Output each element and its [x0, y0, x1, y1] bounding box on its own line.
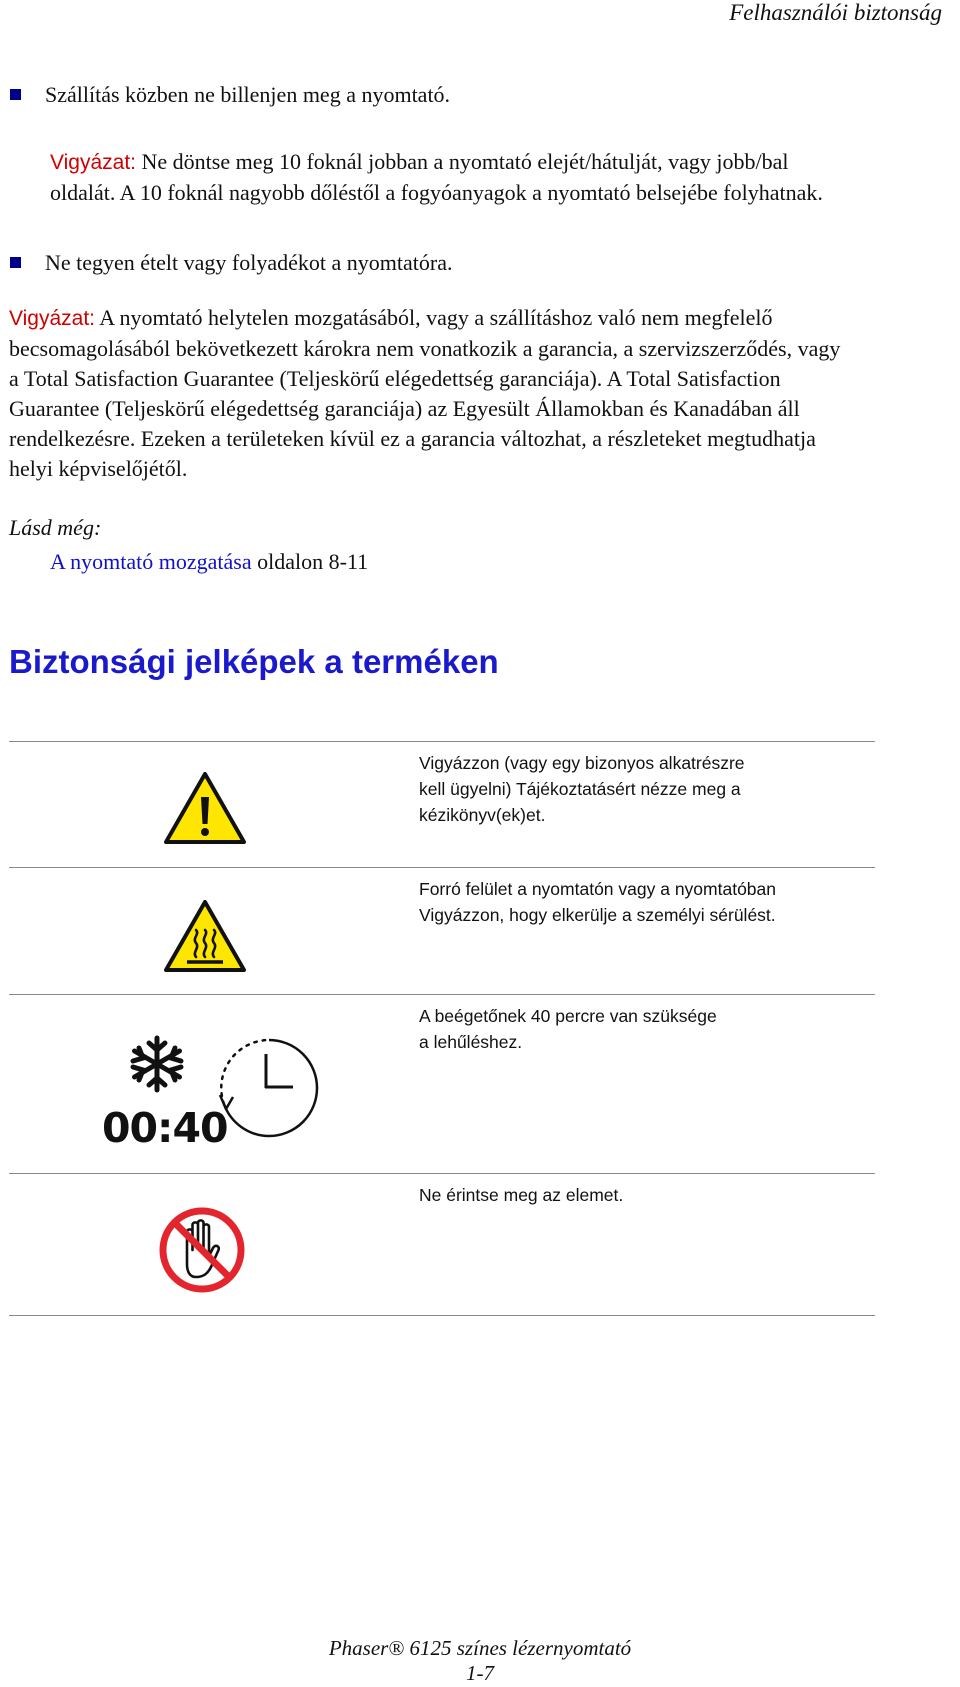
- caution-text-line: a Total Satisfaction Guarantee (Teljeskörű elégedettség garanciája). A Total Satisfaction: [9, 366, 781, 391]
- bullet-item: [10, 248, 452, 278]
- bullet-marker: [10, 89, 21, 100]
- footer-product: Phaser® 6125 színes lézernyomtató: [328, 1636, 632, 1660]
- table-rule: [9, 1315, 875, 1316]
- see-also-page: oldalon 8-11: [251, 549, 369, 574]
- caution-text-line: oldalát. A 10 foknál nagyobb dőléstől a fogyóanyagok a nyomtató belsejébe folyhatnak.: [50, 180, 823, 205]
- table-rule: [9, 1173, 875, 1174]
- table-rule: [9, 741, 875, 742]
- bullet-text: Ne tegyen ételt vagy folyadékot a nyomtatóra.: [45, 250, 453, 275]
- caution-text-line: Ne döntse meg 10 foknál jobban a nyomtató elejét/hátulját, vagy jobb/bal: [136, 149, 789, 174]
- table-rule: [9, 867, 875, 868]
- see-also-reference: [50, 547, 368, 577]
- cooling-clock-icon: [219, 1038, 319, 1138]
- bullet-marker: [10, 257, 21, 268]
- caution-label: Vigyázat:: [9, 307, 95, 330]
- caution-text-line: Guarantee (Teljeskörű elégedettség garanciája) az Egyesült Államokban és Kanadában áll: [9, 396, 800, 421]
- symbol-description: Ne érintse meg az elemet.: [419, 1185, 624, 1205]
- hot-surface-icon: [163, 899, 247, 973]
- caution-text-line: A nyomtató helytelen mozgatásából, vagy a szállításhoz való nem megfelelő: [95, 305, 773, 330]
- footer-page-number: 1-7: [466, 1661, 494, 1685]
- bullet-text: Szállítás közben ne billenjen meg a nyomtató.: [45, 82, 451, 107]
- caution-text-line: helyi képviselőjétől.: [9, 456, 188, 481]
- symbol-description: A beégetőnek 40 percre van szüksége a lehűléshez.: [419, 1006, 717, 1052]
- do-not-touch-icon: [158, 1206, 246, 1294]
- cooling-timer-readout: 00:40: [102, 1104, 228, 1152]
- bullet-item: [10, 80, 450, 110]
- caution-text-line: becsomagolásából bekövetkezett károkra nem vonatkozik a garancia, a szervizszerződés, vagy: [9, 336, 841, 361]
- caution-note-warranty: [9, 303, 840, 484]
- see-also-label: Lásd még:: [9, 515, 102, 540]
- section-title: Biztonsági jelképek a terméken: [9, 643, 499, 680]
- caution-text-line: rendelkezésre. Ezeken a területeken kívül ez a garancia változhat, a részleteket megtudhatja: [9, 426, 816, 451]
- table-rule: [9, 994, 875, 995]
- caution-note-tilt: [50, 147, 823, 208]
- page-header: Felhasználói biztonság: [729, 0, 942, 25]
- see-also-link[interactable]: A nyomtató mozgatása: [50, 549, 252, 574]
- caution-label: Vigyázat:: [50, 151, 136, 174]
- snowflake-icon: [127, 1034, 187, 1094]
- symbol-description: Vigyázzon (vagy egy bizonyos alkatrészre kell ügyelni) Tájékoztatásért nézze meg a kézikönyv(ek)et.: [419, 753, 745, 825]
- warning-exclamation-icon: [163, 771, 247, 845]
- symbol-description: Forró felület a nyomtatón vagy a nyomtatóban Vigyázzon, hogy elkerülje a személyi sérülést.: [419, 879, 777, 925]
